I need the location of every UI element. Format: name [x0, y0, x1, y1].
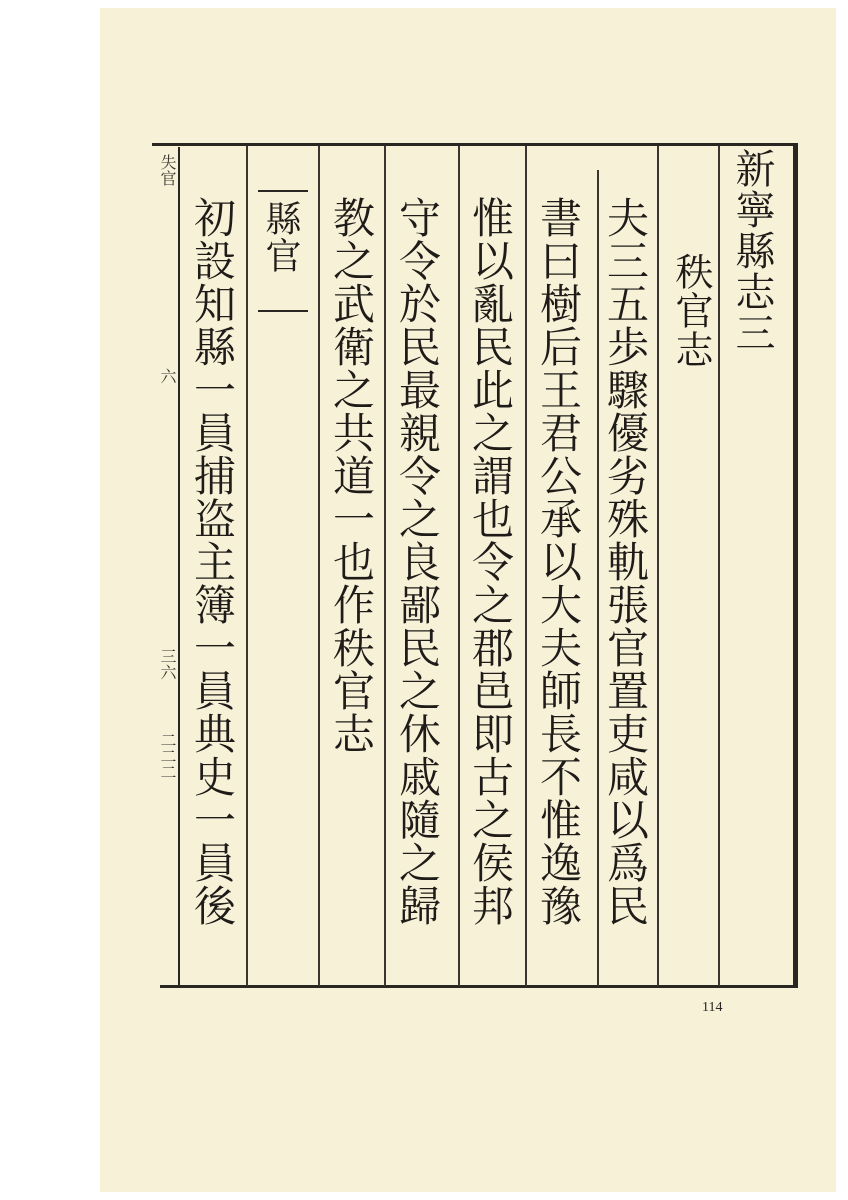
frame-bottom-border	[160, 985, 796, 988]
frame-top-border	[152, 143, 798, 146]
text-column: 初設知縣一員捕盗主簿一員典史一員後	[188, 196, 237, 927]
text-column: 夫三五歩驟優劣殊軌張官置吏咸以爲民	[601, 196, 650, 927]
column-rule	[318, 146, 320, 986]
column-rule	[384, 146, 386, 986]
margin-mark: 六	[158, 368, 177, 384]
text-column: 惟以亂民此之謂也令之郡邑即古之侯邦	[466, 196, 515, 927]
margin-mark: 二二二	[158, 732, 177, 780]
margin-mark: 失官	[158, 154, 177, 186]
column-rule	[525, 146, 527, 986]
book-title: 新寧縣志三	[729, 148, 775, 353]
column-rule	[458, 146, 460, 986]
text-column: 書曰樹后王君公承以大夫師長不惟逸豫	[534, 196, 583, 927]
page-number: 114	[702, 1000, 723, 1015]
subsection-heading: 縣官	[260, 200, 301, 274]
text-column: 教之武衛之共道一也作秩官志	[327, 196, 376, 755]
frame-right-border	[793, 143, 798, 988]
frame-left-border	[178, 147, 180, 985]
column-rule	[657, 146, 659, 986]
column-rule	[246, 146, 248, 986]
column-rule	[718, 146, 720, 986]
section-title: 秩官志	[669, 252, 713, 369]
column-rule	[597, 170, 599, 986]
margin-mark: 三六	[158, 648, 177, 680]
text-column: 守令於民最親令之良鄙民之休戚隨之歸	[393, 196, 442, 927]
